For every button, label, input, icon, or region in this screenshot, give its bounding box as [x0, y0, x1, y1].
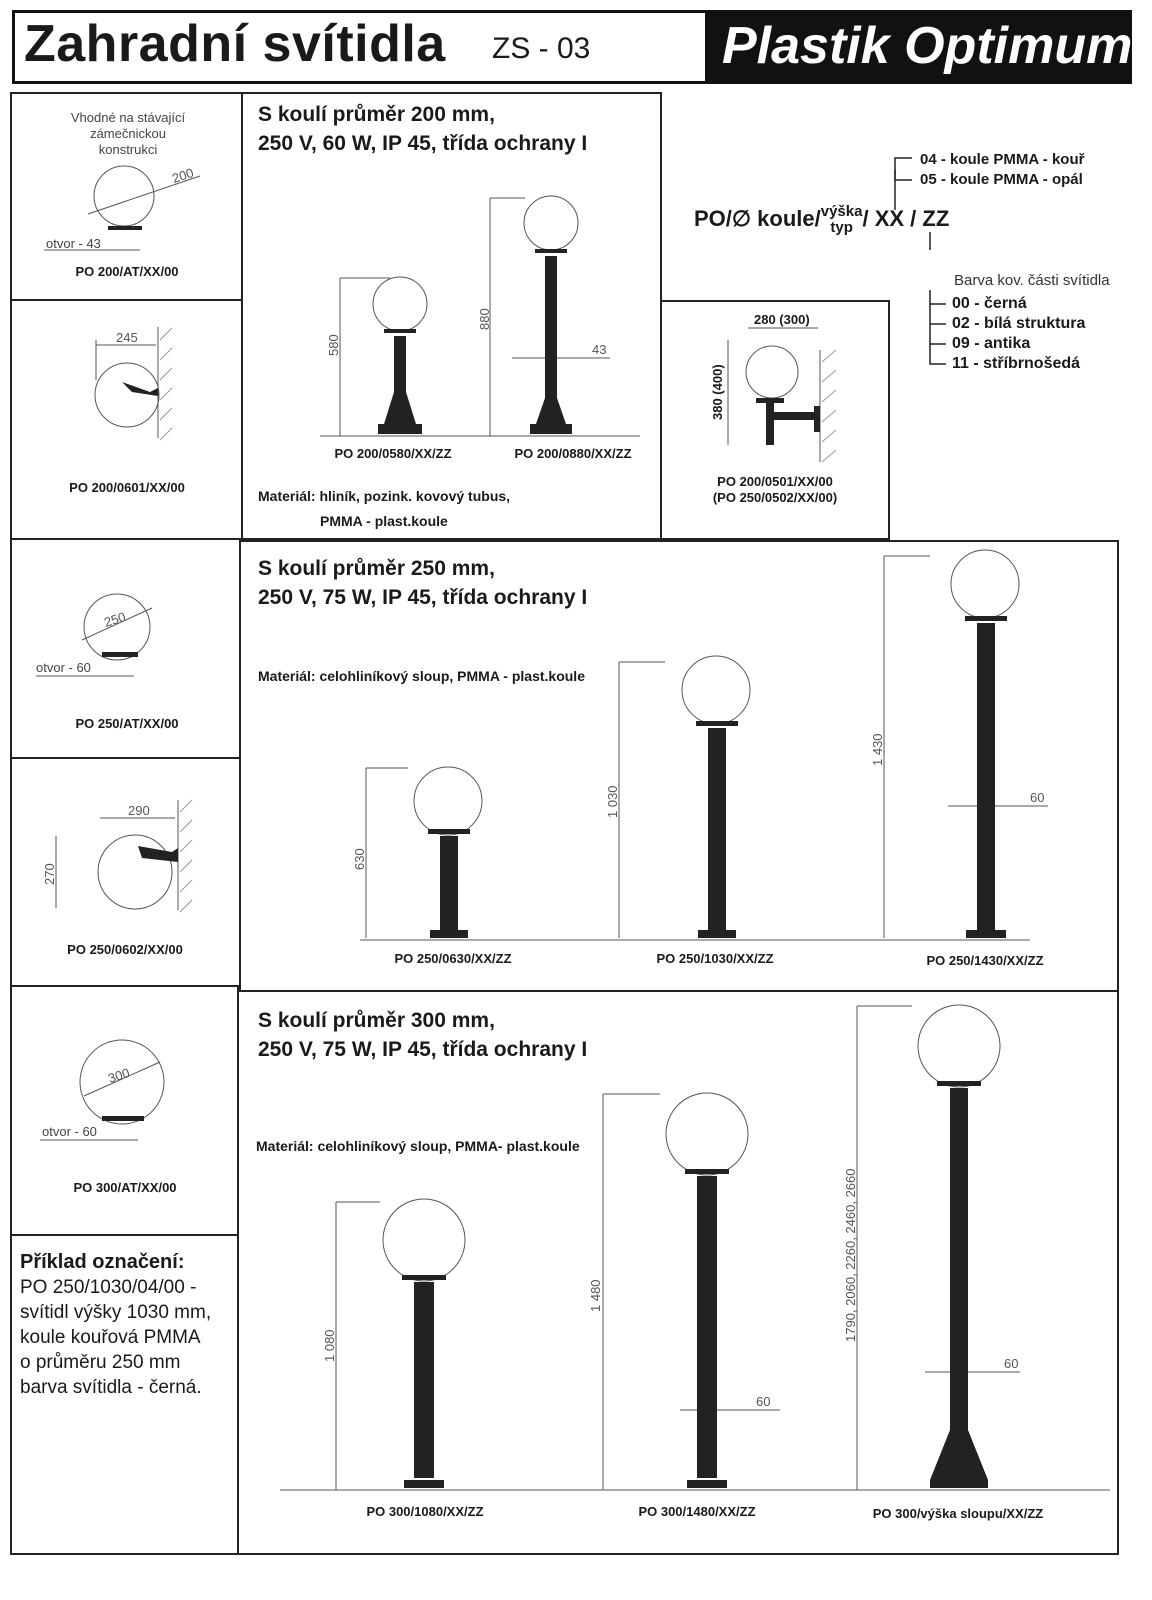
formula-sub: typ: [830, 219, 853, 236]
material-line: Materiál: hliník, pozink. kovový tubus,: [258, 488, 511, 504]
dim-label-250: 250: [102, 609, 128, 630]
formula-sup: výška: [820, 203, 863, 220]
legend-option: 05 - koule PMMA - opál: [920, 171, 1083, 188]
title-line: 250 V, 75 W, IP 45, třída ochrany I: [258, 1038, 588, 1061]
example-line: PO 250/1030/04/00 -: [20, 1277, 197, 1298]
dim-label-1430: 1 430: [870, 733, 885, 766]
dim-label-60-300a: 60: [756, 1394, 771, 1409]
dim-label-hole-43: otvor - 43: [46, 236, 101, 251]
brand-name: Plastik Optimum: [722, 17, 1133, 75]
legend-option: 09 - antika: [952, 335, 1031, 352]
legend-color-title: Barva kov. části svítidla: [954, 272, 1110, 289]
globe-300-var: [918, 1005, 1000, 1087]
code-300-at: PO 300/AT/XX/00: [73, 1180, 177, 1195]
section-300-title: [258, 1006, 587, 1064]
note-line: konstrukci: [98, 142, 158, 157]
material-300: Materiál: celohliníkový sloup, PMMA- plast.koule: [256, 1138, 580, 1154]
globe-300-1080: [383, 1199, 465, 1281]
example-line: koule kouřová PMMA: [20, 1327, 201, 1348]
legend-bracket-zz: [895, 158, 912, 180]
formula-prefix: PO/∅ koule/: [694, 205, 821, 231]
code-250-1430: PO 250/1430/XX/ZZ: [926, 953, 1044, 968]
formula-suffix: / XX / ZZ: [862, 205, 950, 231]
code-200-0880: PO 200/0880/XX/ZZ: [514, 446, 632, 461]
globe-300-1480: [666, 1093, 748, 1175]
globe-200-0880: [524, 196, 578, 250]
globe-200-0580: [373, 277, 427, 331]
globe-250-at: [84, 594, 150, 660]
dim-label-1080: 1 080: [322, 1329, 337, 1362]
globe-200-0601: [95, 363, 159, 427]
legend-formula: [694, 204, 949, 236]
title-line: S koulí průměr 300 mm,: [258, 1009, 495, 1032]
dim-label-200: 200: [170, 165, 196, 186]
dim-label-heights-var: 1790, 2060, 2260, 2460, 2660: [843, 1168, 858, 1342]
legend-option: 11 - stříbrnošedá: [952, 355, 1081, 372]
legend-option: 02 - bílá struktura: [952, 315, 1086, 332]
dim-label-hole-60-300: otvor - 60: [42, 1124, 97, 1139]
dim-label-245: 245: [116, 330, 138, 345]
dim-label-380: 380 (400): [710, 364, 725, 420]
dim-label-60-300b: 60: [1004, 1356, 1019, 1371]
globe-250-1430: [951, 550, 1019, 618]
dim-label-630: 630: [352, 848, 367, 870]
formula-fraction: [821, 204, 863, 236]
code-300-1080: PO 300/1080/XX/ZZ: [366, 1504, 484, 1519]
dim-label-280: 280 (300): [754, 312, 810, 327]
code-250-0630: PO 250/0630/XX/ZZ: [394, 951, 512, 966]
material-200: [258, 484, 510, 534]
code-300-var: PO 300/výška sloupu/XX/ZZ: [872, 1506, 1044, 1521]
legend-color-options: [952, 294, 1085, 374]
note-existing-structure: [28, 110, 228, 158]
section-200-title: [258, 100, 587, 158]
page-title: Zahradní svítidla: [24, 15, 446, 73]
legend-option: 04 - koule PMMA - kouř: [920, 151, 1085, 168]
legend-option: 00 - černá: [952, 295, 1027, 312]
code-line: PO 200/0501/XX/00: [717, 474, 833, 489]
code-250-1030: PO 250/1030/XX/ZZ: [656, 951, 774, 966]
globe-250-0602: [98, 835, 172, 909]
code-200-0580: PO 200/0580/XX/ZZ: [334, 446, 452, 461]
dim-label-1030: 1 030: [605, 785, 620, 818]
legend-zz-options: [920, 150, 1084, 190]
dim-label-880: 880: [477, 308, 492, 330]
code-200-at: PO 200/AT/XX/00: [75, 264, 179, 279]
dim-label-290: 290: [128, 803, 150, 818]
example-title: Příklad označení:: [20, 1251, 185, 1273]
dim-label-1480: 1 480: [588, 1279, 603, 1312]
globe-250-1030: [682, 656, 750, 724]
example-line: barva svítidla - černá.: [20, 1377, 202, 1398]
note-line: Vhodné na stávající: [70, 110, 186, 125]
dim-label-270: 270: [42, 863, 57, 885]
note-line: zámečnickou: [90, 126, 166, 141]
code-250-at: PO 250/AT/XX/00: [75, 716, 179, 731]
catalog-code: ZS - 03: [492, 32, 591, 65]
globe-wall: [746, 346, 798, 398]
material-250: Materiál: celohliníkový sloup, PMMA - plast.koule: [258, 668, 585, 684]
section-250-title: [258, 554, 587, 612]
title-line: S koulí průměr 200 mm,: [258, 103, 495, 126]
example-box: [20, 1250, 211, 1400]
material-line: PMMA - plast.koule: [320, 513, 448, 529]
dim-label-43: 43: [592, 342, 607, 357]
dim-label-60-250: 60: [1030, 790, 1045, 805]
dim-label-300: 300: [106, 1065, 132, 1086]
example-line: svítidl výšky 1030 mm,: [20, 1302, 212, 1323]
globe-200-at: [94, 166, 154, 226]
code-200-0601: PO 200/0601/XX/00: [69, 480, 185, 495]
dim-label-hole-60: otvor - 60: [36, 660, 91, 675]
title-line: S koulí průměr 250 mm,: [258, 557, 495, 580]
title-line: 250 V, 60 W, IP 45, třída ochrany I: [258, 132, 588, 155]
code-wall-lamp: [662, 474, 888, 506]
example-line: o průměru 250 mm: [20, 1352, 181, 1373]
globe-250-0630: [414, 767, 482, 835]
code-300-1480: PO 300/1480/XX/ZZ: [638, 1504, 756, 1519]
code-line: (PO 250/0502/XX/00): [712, 490, 838, 505]
title-line: 250 V, 75 W, IP 45, třída ochrany I: [258, 586, 588, 609]
dim-label-580: 580: [326, 334, 341, 356]
code-250-0602: PO 250/0602/XX/00: [67, 942, 183, 957]
